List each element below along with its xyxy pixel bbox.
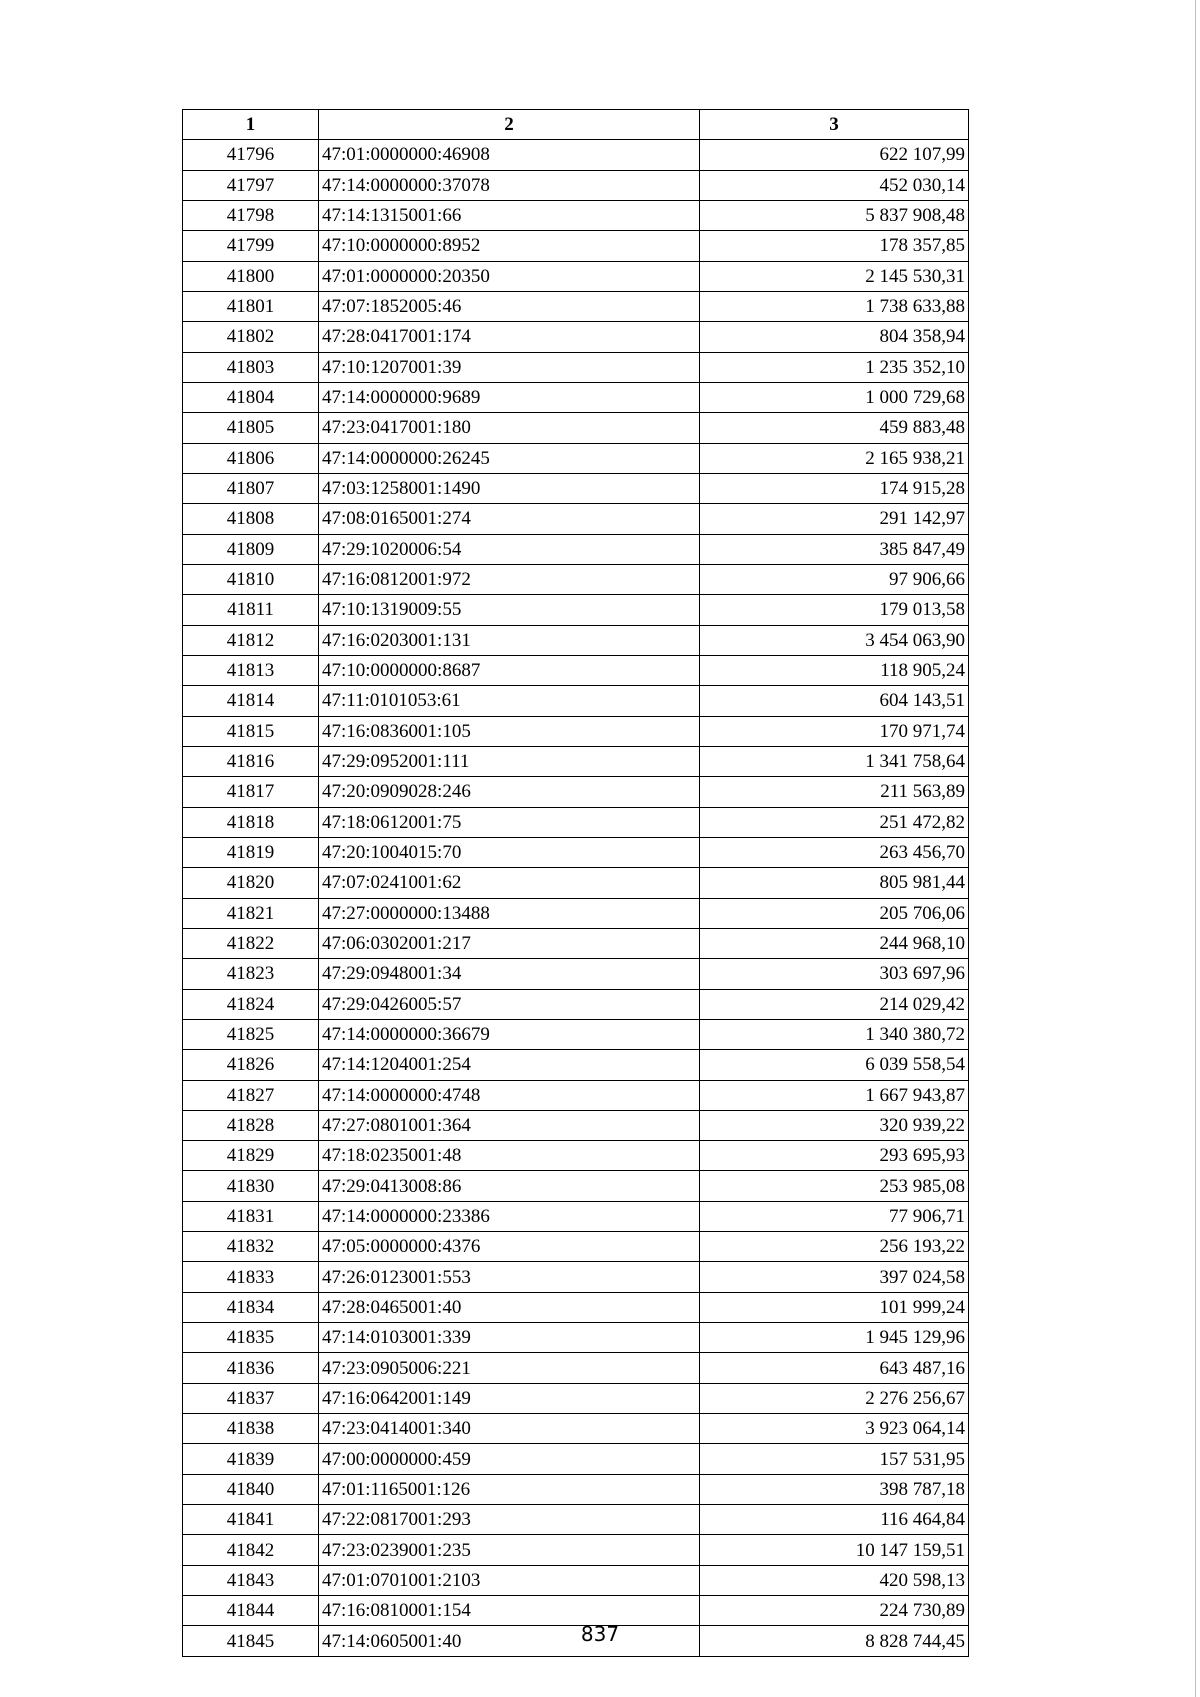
row-number-cell: 41824 — [183, 989, 319, 1019]
cadastral-value-cell: 157 531,95 — [700, 1444, 969, 1474]
cadastral-value-cell: 1 738 633,88 — [700, 291, 969, 321]
cadastral-value-cell: 179 013,58 — [700, 595, 969, 625]
cadastral-number-cell: 47:29:0413008:86 — [319, 1171, 700, 1201]
cadastral-number-cell: 47:05:0000000:4376 — [319, 1232, 700, 1262]
row-number-cell: 41835 — [183, 1323, 319, 1353]
table-row — [183, 1050, 969, 1080]
cadastral-value-cell: 1 235 352,10 — [700, 352, 969, 382]
cadastral-value-cell: 1 667 943,87 — [700, 1080, 969, 1110]
table-row — [183, 686, 969, 716]
cadastral-number-cell: 47:14:0000000:37078 — [319, 170, 700, 200]
cadastral-number-cell: 47:14:1204001:254 — [319, 1050, 700, 1080]
cadastral-number-cell: 47:18:0612001:75 — [319, 807, 700, 837]
cadastral-number-cell: 47:29:0948001:34 — [319, 959, 700, 989]
cadastral-value-cell: 97 906,66 — [700, 564, 969, 594]
cadastral-number-cell: 47:14:0605001:40 — [319, 1626, 700, 1656]
table-row — [183, 200, 969, 230]
row-number-cell: 41809 — [183, 534, 319, 564]
table-row — [183, 1019, 969, 1049]
row-number-cell: 41812 — [183, 625, 319, 655]
cadastral-number-cell: 47:28:0417001:174 — [319, 322, 700, 352]
page-number: 837 — [580, 1622, 620, 1646]
cadastral-value-cell: 118 905,24 — [700, 655, 969, 685]
cadastral-value-cell: 170 971,74 — [700, 716, 969, 746]
cadastral-value-cell: 1 945 129,96 — [700, 1323, 969, 1353]
cadastral-number-cell: 47:01:0000000:20350 — [319, 261, 700, 291]
cadastral-number-cell: 47:27:0000000:13488 — [319, 898, 700, 928]
table-row — [183, 1565, 969, 1595]
table-row — [183, 534, 969, 564]
cadastral-value-cell: 251 472,82 — [700, 807, 969, 837]
cadastral-number-cell: 47:14:0000000:4748 — [319, 1080, 700, 1110]
row-number-cell: 41806 — [183, 443, 319, 473]
row-number-cell: 41810 — [183, 564, 319, 594]
cadastral-value-cell: 2 145 530,31 — [700, 261, 969, 291]
cadastral-number-cell: 47:16:0810001:154 — [319, 1596, 700, 1626]
cadastral-number-cell: 47:10:1207001:39 — [319, 352, 700, 382]
row-number-cell: 41828 — [183, 1110, 319, 1140]
row-number-cell: 41834 — [183, 1292, 319, 1322]
table-row — [183, 170, 969, 200]
cadastral-value-cell: 303 697,96 — [700, 959, 969, 989]
row-number-cell: 41819 — [183, 837, 319, 867]
table-row — [183, 1141, 969, 1171]
table-row — [183, 1262, 969, 1292]
row-number-cell: 41814 — [183, 686, 319, 716]
row-number-cell: 41815 — [183, 716, 319, 746]
row-number-cell: 41796 — [183, 140, 319, 170]
column-header-2: 2 — [319, 110, 700, 140]
table-row — [183, 868, 969, 898]
cadastral-number-cell: 47:23:0417001:180 — [319, 413, 700, 443]
row-number-cell: 41833 — [183, 1262, 319, 1292]
cadastral-value-cell: 244 968,10 — [700, 928, 969, 958]
cadastral-value-cell: 3 923 064,14 — [700, 1414, 969, 1444]
row-number-cell: 41808 — [183, 504, 319, 534]
row-number-cell: 41801 — [183, 291, 319, 321]
cadastral-number-cell: 47:28:0465001:40 — [319, 1292, 700, 1322]
cadastral-number-cell: 47:29:1020006:54 — [319, 534, 700, 564]
row-number-cell: 41822 — [183, 928, 319, 958]
table-row — [183, 504, 969, 534]
cadastral-number-cell: 47:20:1004015:70 — [319, 837, 700, 867]
cadastral-number-cell: 47:16:0812001:972 — [319, 564, 700, 594]
row-number-cell: 41827 — [183, 1080, 319, 1110]
cadastral-value-cell: 452 030,14 — [700, 170, 969, 200]
row-number-cell: 41843 — [183, 1565, 319, 1595]
cadastral-value-cell: 2 276 256,67 — [700, 1383, 969, 1413]
cadastral-number-cell: 47:16:0642001:149 — [319, 1383, 700, 1413]
row-number-cell: 41839 — [183, 1444, 319, 1474]
cadastral-value-cell: 2 165 938,21 — [700, 443, 969, 473]
cadastral-number-cell: 47:01:1165001:126 — [319, 1474, 700, 1504]
cadastral-number-cell: 47:16:0203001:131 — [319, 625, 700, 655]
cadastral-value-cell: 398 787,18 — [700, 1474, 969, 1504]
cadastral-number-cell: 47:29:0952001:111 — [319, 746, 700, 776]
cadastral-value-cell: 174 915,28 — [700, 473, 969, 503]
table-row — [183, 473, 969, 503]
table-row — [183, 231, 969, 261]
cadastral-value-table — [182, 109, 969, 1657]
cadastral-value-cell: 3 454 063,90 — [700, 625, 969, 655]
table-row — [183, 413, 969, 443]
table-row — [183, 837, 969, 867]
cadastral-number-cell: 47:23:0905006:221 — [319, 1353, 700, 1383]
cadastral-value-cell: 8 828 744,45 — [700, 1626, 969, 1656]
cadastral-value-cell: 256 193,22 — [700, 1232, 969, 1262]
row-number-cell: 41826 — [183, 1050, 319, 1080]
cadastral-number-cell: 47:11:0101053:61 — [319, 686, 700, 716]
row-number-cell: 41831 — [183, 1201, 319, 1231]
cadastral-number-cell: 47:14:1315001:66 — [319, 200, 700, 230]
cadastral-value-cell: 1 340 380,72 — [700, 1019, 969, 1049]
cadastral-value-cell: 1 341 758,64 — [700, 746, 969, 776]
table-row — [183, 898, 969, 928]
cadastral-number-cell: 47:20:0909028:246 — [319, 777, 700, 807]
table-row — [183, 1474, 969, 1504]
cadastral-number-cell: 47:16:0836001:105 — [319, 716, 700, 746]
table-row — [183, 716, 969, 746]
table-row — [183, 1292, 969, 1322]
cadastral-value-cell: 385 847,49 — [700, 534, 969, 564]
table-row — [183, 1383, 969, 1413]
table-row — [183, 352, 969, 382]
cadastral-number-cell: 47:10:1319009:55 — [319, 595, 700, 625]
row-number-cell: 41825 — [183, 1019, 319, 1049]
page-edge — [1195, 0, 1200, 1697]
cadastral-number-cell: 47:14:0000000:9689 — [319, 382, 700, 412]
cadastral-value-cell: 101 999,24 — [700, 1292, 969, 1322]
row-number-cell: 41805 — [183, 413, 319, 443]
table-row — [183, 564, 969, 594]
table-row — [183, 1505, 969, 1535]
cadastral-value-cell: 1 000 729,68 — [700, 382, 969, 412]
row-number-cell: 41811 — [183, 595, 319, 625]
cadastral-number-cell: 47:10:0000000:8687 — [319, 655, 700, 685]
row-number-cell: 41800 — [183, 261, 319, 291]
row-number-cell: 41816 — [183, 746, 319, 776]
cadastral-value-cell: 622 107,99 — [700, 140, 969, 170]
row-number-cell: 41830 — [183, 1171, 319, 1201]
cadastral-number-cell: 47:01:0000000:46908 — [319, 140, 700, 170]
table-row — [183, 595, 969, 625]
row-number-cell: 41804 — [183, 382, 319, 412]
cadastral-number-cell: 47:18:0235001:48 — [319, 1141, 700, 1171]
row-number-cell: 41837 — [183, 1383, 319, 1413]
table-body — [183, 140, 969, 1656]
row-number-cell: 41820 — [183, 868, 319, 898]
row-number-cell: 41823 — [183, 959, 319, 989]
table-row — [183, 777, 969, 807]
cadastral-number-cell: 47:00:0000000:459 — [319, 1444, 700, 1474]
table-row — [183, 443, 969, 473]
table-row — [183, 959, 969, 989]
cadastral-number-cell: 47:23:0414001:340 — [319, 1414, 700, 1444]
row-number-cell: 41803 — [183, 352, 319, 382]
row-number-cell: 41841 — [183, 1505, 319, 1535]
table-row — [183, 625, 969, 655]
cadastral-value-cell: 263 456,70 — [700, 837, 969, 867]
cadastral-value-cell: 291 142,97 — [700, 504, 969, 534]
cadastral-number-cell: 47:26:0123001:553 — [319, 1262, 700, 1292]
cadastral-number-cell: 47:08:0165001:274 — [319, 504, 700, 534]
cadastral-number-cell: 47:14:0000000:26245 — [319, 443, 700, 473]
table-row — [183, 1323, 969, 1353]
table-row — [183, 261, 969, 291]
row-number-cell: 41802 — [183, 322, 319, 352]
cadastral-value-cell: 397 024,58 — [700, 1262, 969, 1292]
row-number-cell: 41807 — [183, 473, 319, 503]
cadastral-value-cell: 10 147 159,51 — [700, 1535, 969, 1565]
table-row — [183, 989, 969, 1019]
row-number-cell: 41821 — [183, 898, 319, 928]
cadastral-value-cell: 205 706,06 — [700, 898, 969, 928]
cadastral-number-cell: 47:06:0302001:217 — [319, 928, 700, 958]
table-row — [183, 1110, 969, 1140]
table-row — [183, 1080, 969, 1110]
row-number-cell: 41842 — [183, 1535, 319, 1565]
cadastral-number-cell: 47:07:0241001:62 — [319, 868, 700, 898]
row-number-cell: 41813 — [183, 655, 319, 685]
cadastral-value-cell: 805 981,44 — [700, 868, 969, 898]
cadastral-value-cell: 293 695,93 — [700, 1141, 969, 1171]
cadastral-number-cell: 47:03:1258001:1490 — [319, 473, 700, 503]
cadastral-value-cell: 804 358,94 — [700, 322, 969, 352]
table-row — [183, 322, 969, 352]
cadastral-value-cell: 116 464,84 — [700, 1505, 969, 1535]
table-row — [183, 928, 969, 958]
cadastral-number-cell: 47:10:0000000:8952 — [319, 231, 700, 261]
cadastral-number-cell: 47:01:0701001:2103 — [319, 1565, 700, 1595]
table-row — [183, 1444, 969, 1474]
table-row — [183, 1353, 969, 1383]
cadastral-number-cell: 47:23:0239001:235 — [319, 1535, 700, 1565]
table-row — [183, 1201, 969, 1231]
table-row — [183, 1535, 969, 1565]
row-number-cell: 41838 — [183, 1414, 319, 1444]
cadastral-number-cell: 47:14:0000000:23386 — [319, 1201, 700, 1231]
row-number-cell: 41817 — [183, 777, 319, 807]
row-number-cell: 41840 — [183, 1474, 319, 1504]
cadastral-value-cell: 224 730,89 — [700, 1596, 969, 1626]
cadastral-number-cell: 47:14:0000000:36679 — [319, 1019, 700, 1049]
row-number-cell: 41829 — [183, 1141, 319, 1171]
cadastral-value-cell: 178 357,85 — [700, 231, 969, 261]
cadastral-value-cell: 6 039 558,54 — [700, 1050, 969, 1080]
table-header-row — [183, 110, 969, 140]
row-number-cell: 41832 — [183, 1232, 319, 1262]
column-header-3: 3 — [700, 110, 969, 140]
cadastral-number-cell: 47:22:0817001:293 — [319, 1505, 700, 1535]
cadastral-value-cell: 459 883,48 — [700, 413, 969, 443]
cadastral-value-cell: 604 143,51 — [700, 686, 969, 716]
cadastral-value-cell: 211 563,89 — [700, 777, 969, 807]
row-number-cell: 41797 — [183, 170, 319, 200]
cadastral-value-cell: 643 487,16 — [700, 1353, 969, 1383]
cadastral-value-cell: 320 939,22 — [700, 1110, 969, 1140]
row-number-cell: 41798 — [183, 200, 319, 230]
cadastral-number-cell: 47:27:0801001:364 — [319, 1110, 700, 1140]
table-row — [183, 1232, 969, 1262]
row-number-cell: 41836 — [183, 1353, 319, 1383]
table-row — [183, 1171, 969, 1201]
cadastral-number-cell: 47:07:1852005:46 — [319, 291, 700, 321]
table-row — [183, 291, 969, 321]
cadastral-value-cell: 214 029,42 — [700, 989, 969, 1019]
cadastral-value-cell: 420 598,13 — [700, 1565, 969, 1595]
cadastral-value-cell: 5 837 908,48 — [700, 200, 969, 230]
table-row — [183, 140, 969, 170]
table-row — [183, 382, 969, 412]
table-row — [183, 655, 969, 685]
column-header-1: 1 — [183, 110, 319, 140]
row-number-cell: 41844 — [183, 1596, 319, 1626]
table-row — [183, 807, 969, 837]
table-row — [183, 1414, 969, 1444]
row-number-cell: 41818 — [183, 807, 319, 837]
row-number-cell: 41799 — [183, 231, 319, 261]
cadastral-value-cell: 77 906,71 — [700, 1201, 969, 1231]
row-number-cell: 41845 — [183, 1626, 319, 1656]
table-row — [183, 746, 969, 776]
cadastral-number-cell: 47:29:0426005:57 — [319, 989, 700, 1019]
cadastral-number-cell: 47:14:0103001:339 — [319, 1323, 700, 1353]
cadastral-value-cell: 253 985,08 — [700, 1171, 969, 1201]
